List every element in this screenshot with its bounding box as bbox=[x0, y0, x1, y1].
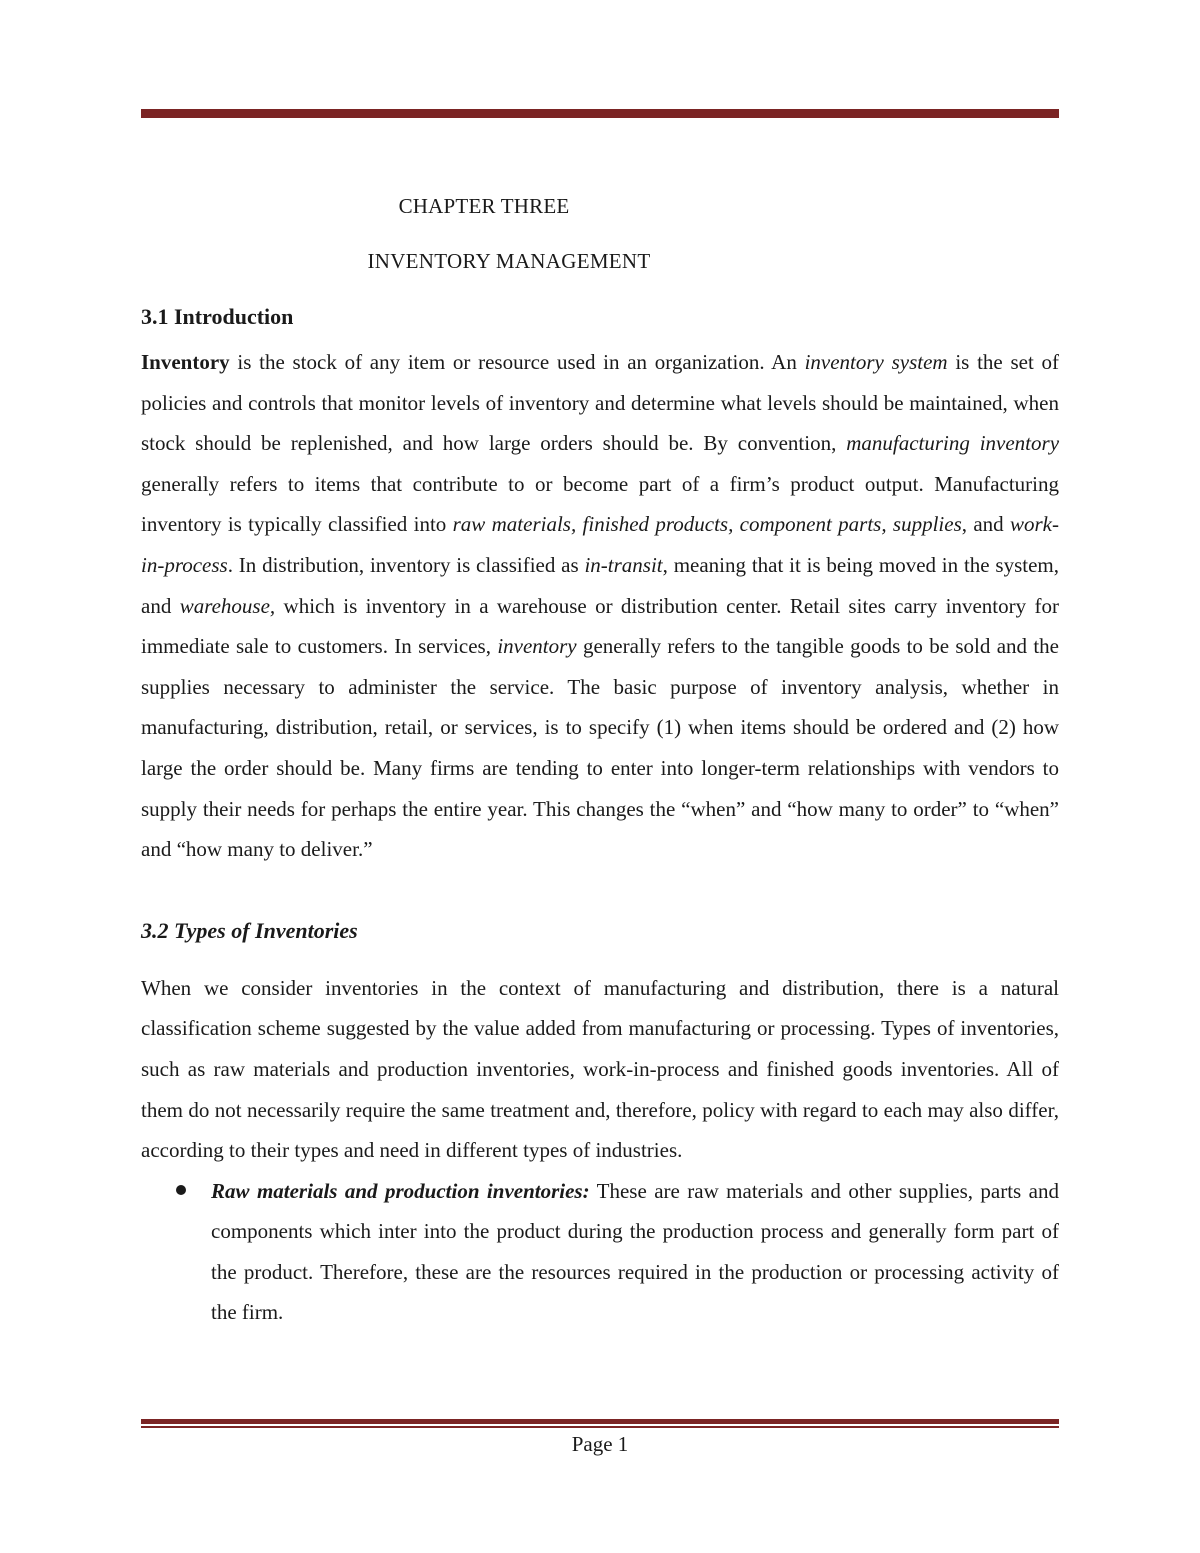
text-run: raw materials, finished products, component parts, supplies bbox=[452, 512, 962, 537]
text-run: , and bbox=[961, 512, 1010, 537]
chapter-number: CHAPTER THREE bbox=[398, 194, 570, 218]
footer-rule-thin bbox=[141, 1426, 1059, 1428]
text-run: inventory bbox=[497, 634, 577, 659]
bullet-icon bbox=[176, 1185, 186, 1195]
text-run: which is inventory in a warehouse or distribution center. Retail sites carry inventory for immediate sale to customers. In services, bbox=[141, 593, 1059, 659]
text-run: warehouse, bbox=[179, 593, 276, 618]
chapter-title: INVENTORY MANAGEMENT bbox=[367, 249, 651, 273]
text-run: Inventory bbox=[141, 350, 230, 374]
document-body bbox=[141, 300, 1059, 1333]
inventory-types-list bbox=[141, 1171, 1059, 1333]
section-heading-types-of-inventories: 3.2 Types of Inventories bbox=[141, 917, 358, 943]
text-run: . In distribution, inventory is classified as bbox=[227, 552, 585, 577]
list-item-text: These are raw materials and other supplies, parts and components which inter into the product during the production process and generally form part of the product. Therefore, these are the resources required in the production or processing activity of the firm. bbox=[211, 1178, 1059, 1325]
introduction-paragraph bbox=[141, 342, 1059, 870]
page-number: Page 1 bbox=[571, 1432, 629, 1456]
text-run: , meaning that it is being moved in the system, and bbox=[141, 552, 1059, 618]
list-item-term: Raw materials and production inventories: bbox=[211, 1178, 590, 1203]
text-run: generally refers to items that contribute to or become part of a firm’s product output. Manufacturing inventory is typically classified into bbox=[141, 471, 1059, 537]
text-run: is the stock of any item or resource used in an organization. An bbox=[229, 350, 805, 374]
text-run: in-transit bbox=[584, 552, 663, 577]
text-run: manufacturing inventory bbox=[846, 431, 1060, 456]
text-run: is the set of policies and controls that monitor levels of inventory and determine what levels should be maintained, when stock should be replenished, and how large orders should be. By convention, bbox=[141, 350, 1060, 456]
header-rule bbox=[141, 109, 1059, 118]
text-run: inventory system bbox=[804, 350, 948, 374]
text-run: generally refers to the tangible goods to be sold and the supplies necessary to administer the service. The basic purpose of inventory analysis, whether in manufacturing, distribution, retail, or services, is to specify (1) when items should be ordered and (2) how large the order should be. Many firms are tending to enter into longer-term relationships with vendors to supply their needs for perhaps the entire year. This changes the “when” and “how many to order” to “when” and “how many to deliver.” bbox=[141, 634, 1059, 862]
footer-rule-thick bbox=[141, 1419, 1059, 1424]
types-paragraph: When we consider inventories in the context of manufacturing and distribution, there is a natural classification scheme suggested by the value added from manufacturing or processing. Types of inventories, such as raw materials and production inventories, work-in-process and finished goods inventories. All of them do not necessarily require the same treatment and, therefore, policy with regard to each may also differ, according to their types and need in different types of industries. bbox=[141, 975, 1059, 1163]
list-item bbox=[211, 1171, 1059, 1333]
section-heading-introduction: 3.1 Introduction bbox=[141, 304, 294, 329]
text-run: work-in-process bbox=[141, 512, 1059, 577]
